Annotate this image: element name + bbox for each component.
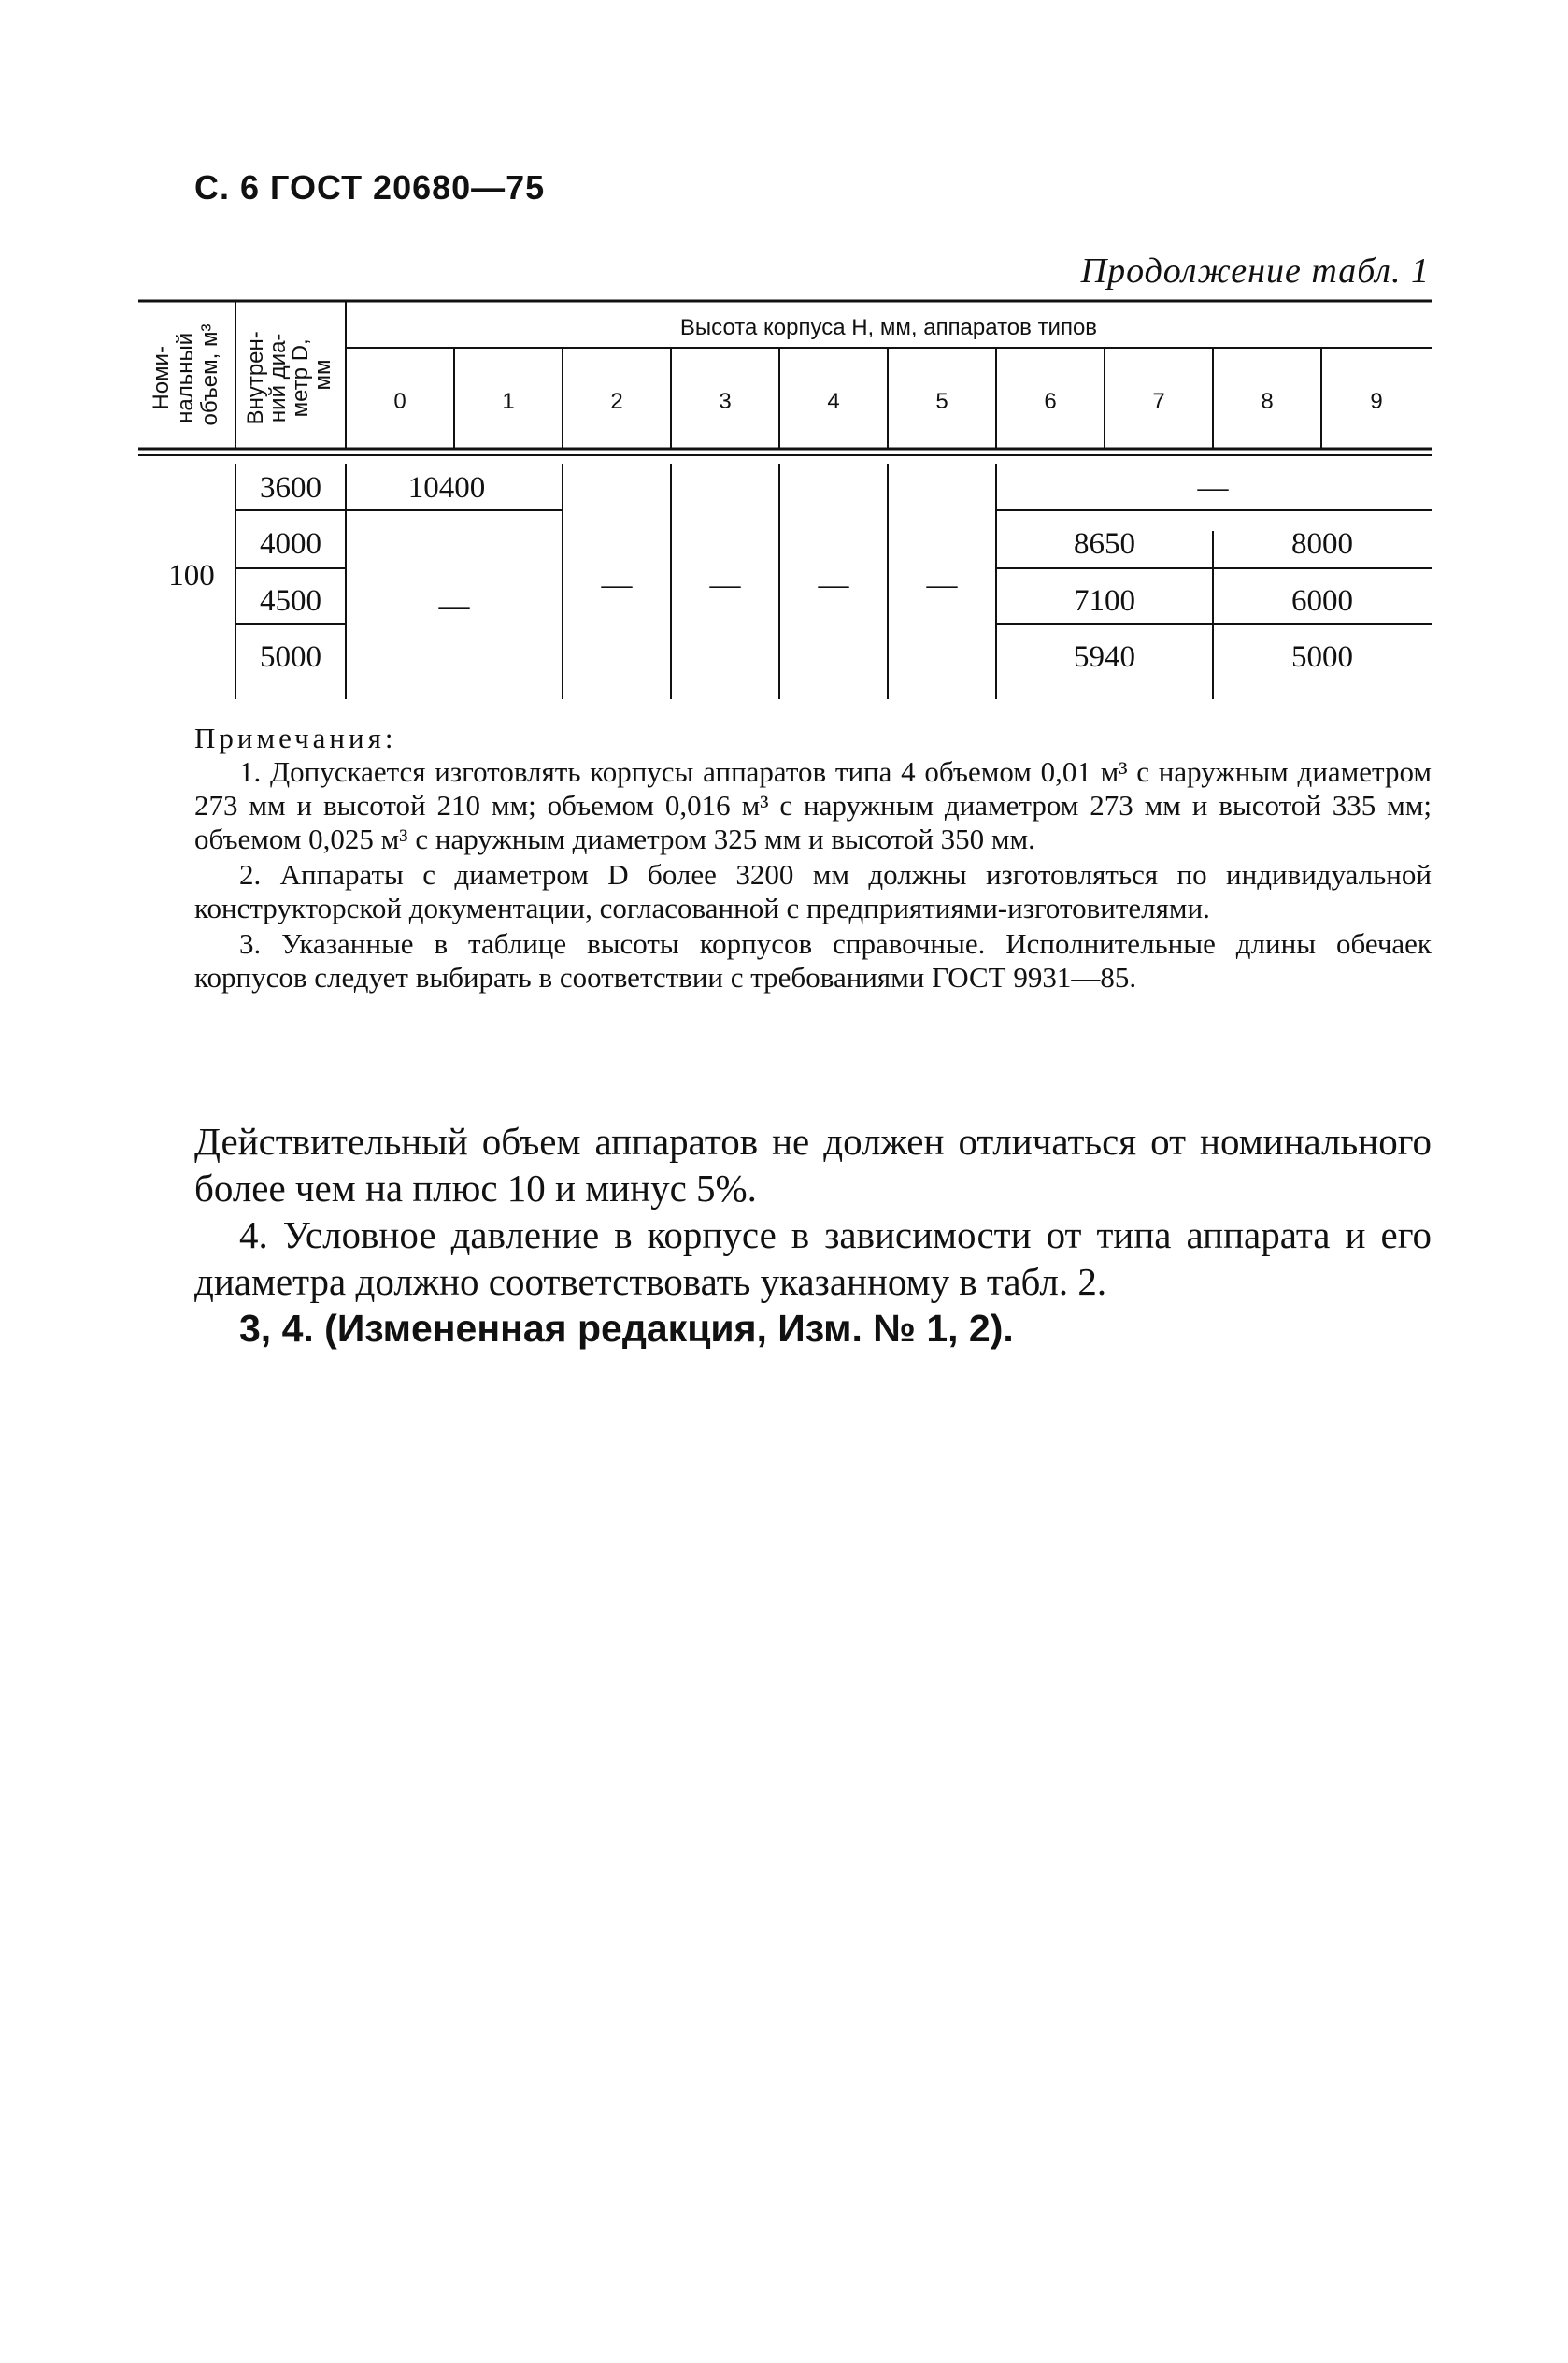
height-cell-types67: 8650 (1074, 527, 1135, 561)
type-header: 0 (393, 389, 406, 414)
height-cell-types89: 5000 (1291, 640, 1353, 674)
type-header: 6 (1044, 389, 1057, 414)
type-header: 8 (1261, 389, 1274, 414)
table-notes (194, 722, 1432, 996)
type-header: 9 (1370, 389, 1383, 414)
height-cell-type3: — (709, 568, 741, 602)
dimensions-table (138, 297, 1432, 709)
height-cell-types01-rows2-4: — (438, 589, 470, 623)
diameter-cell: 5000 (260, 640, 321, 674)
page-title: С. 6 ГОСТ 20680—75 (194, 168, 546, 207)
note-item: 1. Допускается изготовлять корпусы аппаратов типа 4 объемом 0,01 м³ с наружным диаметром 273 мм и высотой 210 мм; объемом 0,016 м³ с наружным диаметром 273 мм и высотой 335 мм; объемом 0,025 м³ с наружным диаметром 325 мм и высотой 350 мм. (194, 755, 1432, 855)
height-cell-type5: — (926, 568, 958, 602)
diameter-cell: 3600 (260, 471, 321, 505)
col-header-diameter: Внутрен- ний диа- метр D, мм (243, 331, 335, 425)
body-paragraph: 4. Условное давление в корпусе в зависимости от типа аппарата и его диаметра должно соответствовать указанному в табл. 2. (194, 1213, 1432, 1303)
height-cell-types89: 6000 (1291, 584, 1353, 618)
type-header: 3 (719, 389, 732, 414)
type-header: 7 (1152, 389, 1165, 414)
height-cell-type2: — (601, 568, 633, 602)
body-paragraph: Действительный объем аппаратов не должен отличаться от номинального более чем на плюс 10 и минус 5%. (194, 1120, 1432, 1210)
amendment-note: 3, 4. (Измененная редакция, Изм. № 1, 2). (239, 1307, 1014, 1350)
type-header: 1 (502, 389, 515, 414)
col-header-volume: Номи- нальный объем, м³ (149, 323, 222, 426)
height-cell-types6-9-row1: — (1197, 471, 1229, 505)
col-group-header: Высота корпуса H, мм, аппаратов типов (679, 315, 1098, 340)
diameter-cell: 4500 (260, 584, 321, 618)
note-item: 3. Указанные в таблице высоты корпусов справочные. Исполнительные длины обечаек корпусов следует выбирать в соответствии с требованиями ГОСТ 9931—85. (194, 927, 1432, 994)
body-text (194, 1118, 1432, 1352)
height-cell-types67: 7100 (1074, 584, 1135, 618)
height-cell-types67: 5940 (1074, 640, 1135, 674)
height-cell-types89: 8000 (1291, 527, 1353, 561)
type-header: 5 (935, 389, 948, 414)
height-cell-types01-row1: 10400 (407, 471, 486, 505)
table-continuation-label: Продолжение табл. 1 (1080, 251, 1430, 291)
note-item: 2. Аппараты с диаметром D более 3200 мм должны изготовляться по индивидуальной конструкторской документации, согласованной с предприятиями-изготовителями. (194, 858, 1432, 924)
height-cell-type4: — (818, 568, 849, 602)
type-header: 4 (827, 389, 840, 414)
diameter-cell: 4000 (260, 527, 321, 561)
volume-cell: 100 (168, 559, 215, 593)
type-header: 2 (610, 389, 623, 414)
notes-title: Примечания: (194, 722, 397, 754)
